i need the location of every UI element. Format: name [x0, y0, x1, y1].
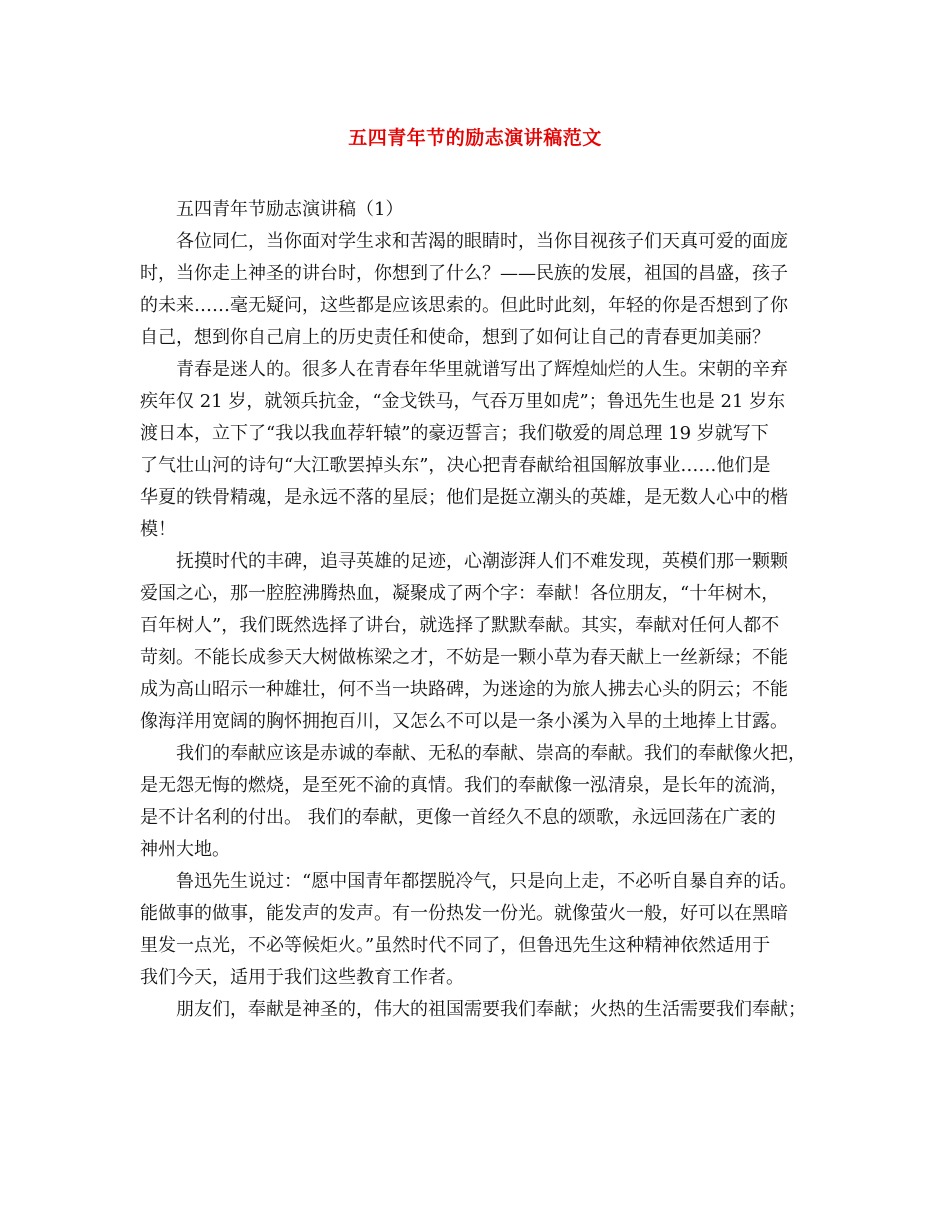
- text-line: 里发一点光，不必等候炬火。”虽然时代不同了，但鲁迅先生这种精神依然适用于: [140, 935, 771, 956]
- text-line: 的未来……毫无疑问，这些都是应该思索的。但此时此刻，年轻的你是否想到了你: [140, 295, 788, 316]
- text-line: 华夏的铁骨精魂，是永远不落的星辰；他们是挺立潮头的英雄，是无数人心中的楷: [140, 487, 788, 508]
- text-line: 鲁迅先生说过：“愿中国青年都摆脱冷气，只是向上走，不必听自暴自弃的话。: [176, 871, 798, 892]
- text-line: 疾年仅 21 岁，就领兵抗金，“金戈铁马，气吞万里如虎”；鲁迅先生也是 21 岁东: [140, 391, 786, 412]
- text-line: 朋友们，奉献是神圣的，伟大的祖国需要我们奉献；火热的生活需要我们奉献；: [176, 999, 806, 1020]
- document-body: [140, 194, 830, 1026]
- text-line: 自己，想到你自己肩上的历史责任和使命，想到了如何让自己的青春更加美丽？: [140, 327, 770, 348]
- text-line: 了气壮山河的诗句“大江歌罢掉头东”，决心把青春献给祖国解放事业……他们是: [140, 455, 771, 476]
- text-line: 模！: [140, 519, 176, 540]
- text-line: 渡日本，立下了“我以我血荐轩辕”的豪迈誓言；我们敬爱的周总理 19 岁就写下: [140, 423, 769, 444]
- text-line: 五四青年节励志演讲稿（1）: [176, 199, 404, 220]
- text-line: 各位同仁，当你面对学生求和苦渴的眼睛时，当你目视孩子们天真可爱的面庞: [176, 231, 788, 252]
- text-line: 成为高山昭示一种雄壮，何不当一块路碑，为迷途的为旅人拂去心头的阴云；不能: [140, 679, 788, 700]
- text-line: 是无怨无悔的燃烧，是至死不渝的真情。我们的奉献像一泓清泉，是长年的流淌，: [140, 775, 788, 796]
- text-line: 百年树人”，我们既然选择了讲台，就选择了默默奉献。其实，奉献对任何人都不: [140, 615, 780, 636]
- text-line: 我们今天，适用于我们这些教育工作者。: [140, 967, 464, 988]
- text-line: 苛刻。不能长成参天大树做栋梁之才，不妨是一颗小草为春天献上一丝新绿；不能: [140, 647, 788, 668]
- text-line: 时，当你走上神圣的讲台时，你想到了什么？——民族的发展，祖国的昌盛，孩子: [140, 263, 788, 284]
- document-title: 五四青年节的励志演讲稿范文: [348, 127, 602, 149]
- text-line: 神州大地。: [140, 839, 230, 860]
- text-line: 爱国之心，那一腔腔沸腾热血，凝聚成了两个字：奉献！各位朋友，“十年树木，: [140, 583, 780, 604]
- text-line: 青春是迷人的。很多人在青春年华里就谱写出了辉煌灿烂的人生。宋朝的辛弃: [176, 359, 788, 380]
- text-line: 是不计名利的付出。 我们的奉献，更像一首经久不息的颂歌，永远回荡在广袤的: [140, 807, 776, 828]
- text-line: 像海洋用宽阔的胸怀拥抱百川，又怎么不可以是一条小溪为入旱的土地捧上甘露。: [140, 711, 788, 732]
- text-line: 我们的奉献应该是赤诚的奉献、无私的奉献、崇高的奉献。我们的奉献像火把，: [176, 743, 806, 764]
- text-line: 能做事的做事，能发声的发声。有一份热发一份光。就像萤火一般，好可以在黑暗: [140, 903, 788, 924]
- text-line: 抚摸时代的丰碑，追寻英雄的足迹，心潮澎湃人们不难发现，英模们那一颗颗: [176, 551, 788, 572]
